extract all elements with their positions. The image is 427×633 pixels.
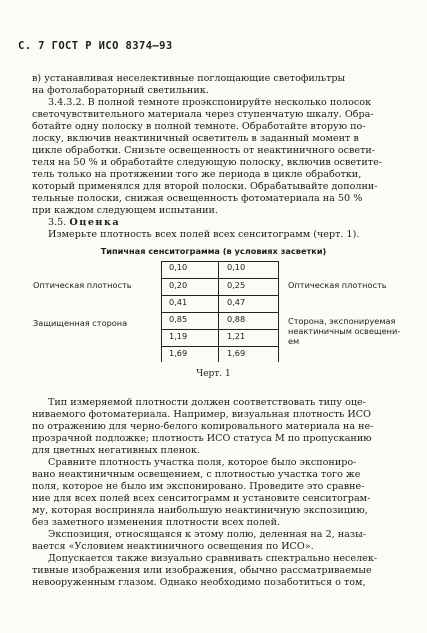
density-cell-right: 1,21 (227, 331, 246, 341)
text-line: прозрачной подложке; плотность ИСО статуса М по пропусканию (32, 433, 372, 444)
text-line: ботайте одну полоску в полной темноте. Обработайте вторую по- (32, 121, 366, 132)
density-cell-right: 0,88 (227, 314, 246, 324)
text-line: ниваемого фотоматериала. Например, визуальная плотность ИСО (32, 409, 371, 420)
text-line: му, которая восприняла наибольшую неактиничную экспозицию, (32, 505, 368, 516)
grid-rule (161, 312, 279, 313)
density-cell-right: 0,10 (227, 262, 246, 272)
text-line: по отражению для черно-белого копировального материала на не- (32, 421, 374, 432)
right-top-label: Оптическая плотность (288, 280, 387, 290)
text-line: Сравните плотность участка поля, которое было экспониро- (48, 457, 357, 468)
density-cell-left: 0,20 (169, 280, 188, 290)
text-line: в) устанавливая неселективные поглощающие светофильтры (32, 73, 346, 84)
text-line: теля на 50 % и обработайте следующую полоску, включив осветите- (32, 157, 382, 168)
section-number: 3.5. (48, 217, 67, 228)
text-line: цикле обработки. Снизьте освещенность от неактиничного освети- (32, 145, 376, 156)
density-cell-left: 0,85 (169, 314, 188, 324)
text-line: ние для всех полей всех сенситограмм и установите сенситограм- (32, 493, 371, 504)
left-bottom-label: Защищенная сторона (33, 318, 128, 328)
density-cell-left: 0,10 (169, 262, 188, 272)
density-cell-right: 0,25 (227, 280, 246, 290)
section-heading (48, 217, 120, 229)
grid-rule (161, 329, 279, 330)
grid-rule (161, 346, 279, 347)
text-line: который применялся для второй полоски. Обрабатывайте дополни- (32, 181, 378, 192)
text-line: на фотолабораторный светильник. (32, 85, 209, 96)
text-line: Тип измеряемой плотности должен соответствовать типу оце- (48, 397, 366, 408)
density-cell-left: 0,41 (169, 297, 188, 307)
text-line: Экспозиция, относящаяся к этому полю, деленная на 2, назы- (48, 529, 366, 540)
figure-caption: Типичная сенситограмма (в условиях засветки) (100, 246, 327, 256)
right-bottom-label: Сторона, экспонируемая неактиничным освещени- ем (288, 316, 401, 346)
text-line: для цветных негативных пленок. (32, 445, 200, 456)
density-cell-right: 0,47 (227, 297, 246, 307)
page-header: С. 7 ГОСТ Р ИСО 8374—93 (18, 40, 173, 52)
grid-rule (161, 278, 279, 279)
text-line: при каждом следующем испытании. (32, 205, 218, 216)
text-line: тельные полоски, снижая освещенность фотоматериала на 50 % (32, 193, 363, 204)
text-line: 3.4.3.2. В полной темноте проэкспонируйте несколько полосок (48, 97, 372, 108)
text-line: Измерьте плотность всех полей всех сенситограмм (черт. 1). (48, 229, 360, 240)
text-line: поля, которое не было им экспонировано. Проведите это сравне- (32, 481, 365, 492)
sensitogram-grid (161, 261, 279, 362)
text-line: невооруженным глазом. Однако необходимо позаботиться о том, (32, 577, 366, 588)
section-title: Оценка (69, 217, 121, 228)
figure-label: Черт. 1 (196, 369, 231, 379)
text-line: тель только на протяжении того же периода в цикле обработки, (32, 169, 362, 180)
text-line: светочувствительного материала через ступенчатую шкалу. Обра- (32, 109, 374, 120)
text-line: Допускается также визуально сравнивать спектрально неселек- (48, 553, 378, 564)
density-cell-left: 1,69 (169, 348, 188, 358)
text-line: вается «Условием неактиничного освещения по ИСО». (32, 541, 314, 552)
density-cell-left: 1,19 (169, 331, 188, 341)
text-line: вано неактиничным освещением, с плотностью участка того же (32, 469, 361, 480)
text-line: без заметного изменения плотности всех полей. (32, 517, 281, 528)
left-top-label: Оптическая плотность (33, 280, 132, 290)
text-line: тивные изображения или изображения, обычно рассматриваемые (32, 565, 372, 576)
text-line: лоску, включив неактиничный осветитель в заданный момент в (32, 133, 359, 144)
grid-rule (161, 295, 279, 296)
density-cell-right: 1,69 (227, 348, 246, 358)
